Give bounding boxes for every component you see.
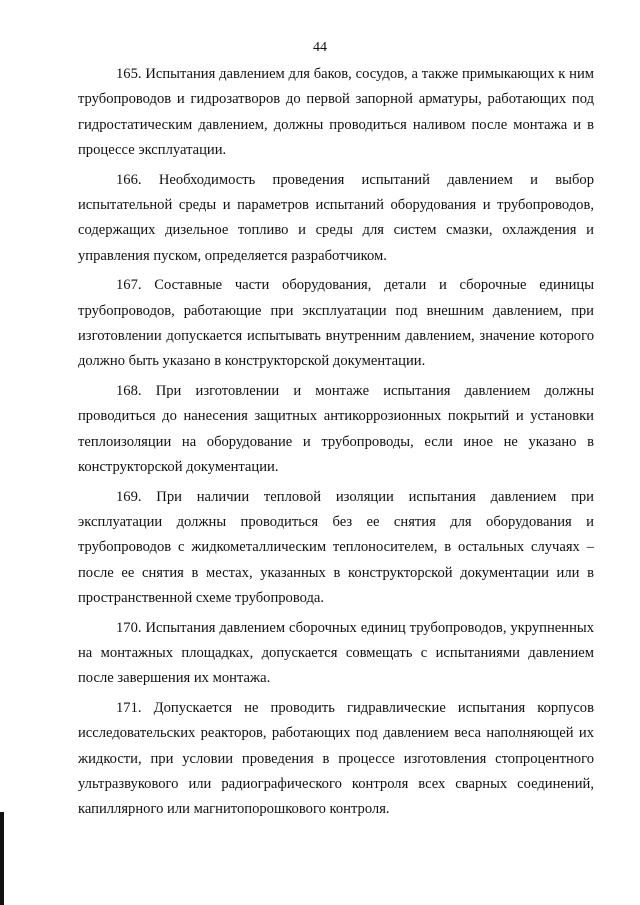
paragraph-170: 170. Испытания давлением сборочных единиц трубопроводов, укрупненных на монтажных площадках, допускается совмещать с испытаниями давлением после завершения их монтажа. [78,619,594,687]
document-body [78,62,594,827]
page-number: 44 [313,40,327,55]
paragraph-167: 167. Составные части оборудования, детали и сборочные единицы трубопроводов, работающие при эксплуатации под внешним давлением, при изготовлении допускается испытывать внутренним давлением, значение которого должно быть указано в конструкторской документации. [78,277,594,370]
paragraph-169: 169. При наличии тепловой изоляции испытания давлением при эксплуатации должны проводиться без ее снятия для оборудования и трубопроводов с жидкометаллическим теплоносителем, в остальных случаях – после ее снятия в местах, указанных в конструкторской документации или в пространственной схеме трубопровода. [78,488,594,607]
scan-edge-mark [0,812,4,905]
paragraph-165: 165. Испытания давлением для баков, сосудов, а также примыкающих к ним трубопроводов и гидрозатворов до первой запорной арматуры, работающих под гидростатическим давлением, должны проводиться наливом после монтажа и в процессе эксплуатации. [78,66,594,159]
paragraph-168: 168. При изготовлении и монтаже испытания давлением должны проводиться до нанесения защитных антикоррозионных покрытий и установки теплоизоляции на оборудование и трубопроводы, если иное не указано в конструкторской документации. [78,382,594,476]
paragraph-171: 171. Допускается не проводить гидравлические испытания корпусов исследовательских реакторов, работающих под давлением веса наполняющей их жидкости, при условии проведения в процессе изготовления стопроцентного ультразвукового или радиографического контроля всех сварных соединений, капиллярного или магнитопорошкового контроля. [78,699,594,818]
paragraph-166: 166. Необходимость проведения испытаний давлением и выбор испытательной среды и параметров испытаний оборудования и трубопроводов, содержащих дизельное топливо и среды для систем смазки, охлаждения и управления пуском, определяется разработчиком. [78,171,594,264]
